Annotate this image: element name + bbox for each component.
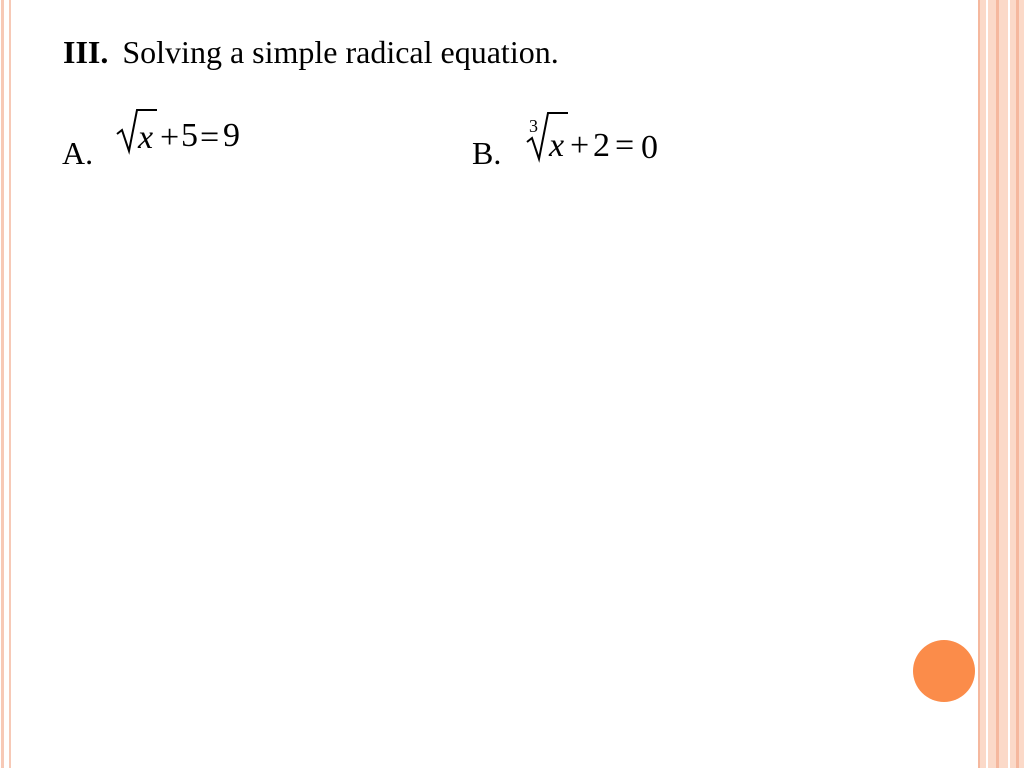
section-heading: Solving a simple radical equation. — [122, 34, 559, 70]
equation-b — [524, 112, 674, 172]
right-hand-side: 0 — [641, 129, 658, 166]
right-hand-side: 9 — [223, 117, 240, 154]
radicand: x — [138, 119, 154, 156]
equation-b-graphic — [524, 112, 674, 172]
radical-index: 3 — [529, 116, 538, 136]
right-border-line — [978, 0, 980, 768]
plus-sign: + — [160, 119, 180, 156]
problem-a-label: A. — [62, 135, 94, 171]
orange-circle-decoration — [913, 640, 975, 702]
right-border-line — [996, 0, 999, 768]
addend: 2 — [593, 127, 610, 164]
section-number: III. — [63, 34, 109, 70]
equation-a — [115, 108, 255, 164]
right-border-gap — [1008, 0, 1010, 768]
right-border-gap — [986, 0, 988, 768]
problem-b-label: B. — [472, 135, 502, 171]
equals-sign: = — [615, 127, 635, 164]
right-border-line — [1016, 0, 1019, 768]
addend: 5 — [181, 117, 198, 154]
left-border-outer — [1, 0, 4, 768]
equals-sign: = — [200, 119, 220, 156]
left-border-inner — [9, 0, 11, 768]
slide-title — [63, 30, 559, 74]
radicand: x — [549, 127, 565, 164]
plus-sign: + — [570, 127, 590, 164]
equation-a-graphic — [115, 108, 255, 164]
